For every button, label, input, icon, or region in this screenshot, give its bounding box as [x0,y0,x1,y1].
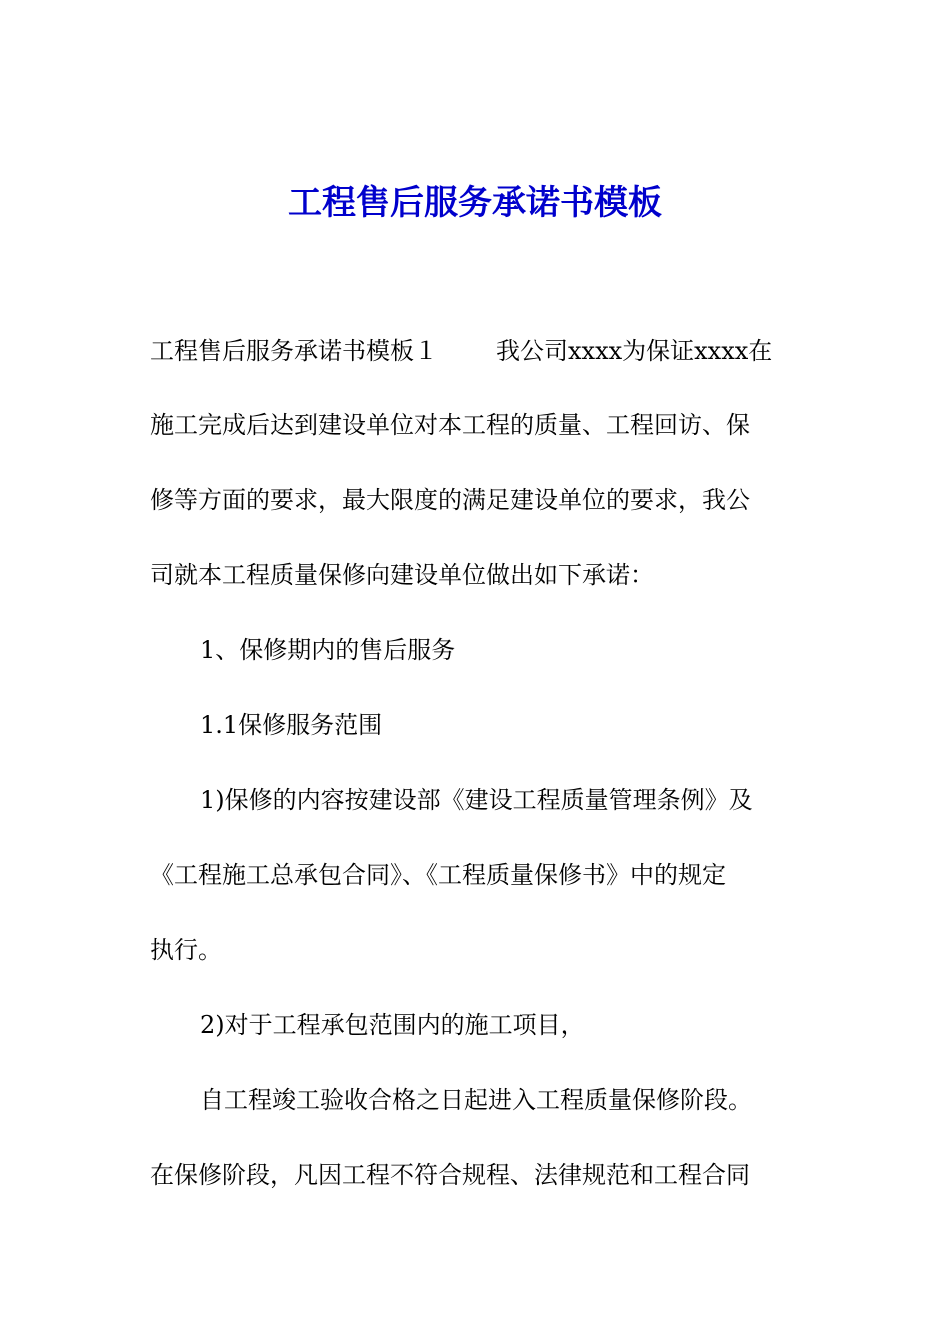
paragraph-line: 施工完成后达到建设单位对本工程的质量、工程回访、保 [150,411,750,439]
paragraph-text: 我公司xxxx为保证xxxx在 [496,337,773,365]
paragraph-line: 执行。 [150,936,222,964]
section-heading: 1、保修期内的售后服务 [200,636,456,664]
paragraph-line [150,331,810,371]
paragraph-line: 2)对于工程承包范围内的施工项目， [200,1011,585,1039]
document-title: 工程售后服务承诺书模板 [288,183,662,223]
section-heading-inline: 工程售后服务承诺书模板１ [150,337,438,365]
paragraph-line: 修等方面的要求，最大限度的满足建设单位的要求，我公 [150,486,750,514]
paragraph-line: 《工程施工总承包合同》、《工程质量保修书》中的规定 [150,861,726,889]
subsection-heading: 1.1保修服务范围 [200,711,383,739]
paragraph-line: 自工程竣工验收合格之日起进入工程质量保修阶段。 [200,1086,752,1114]
paragraph-line: 司就本工程质量保修向建设单位做出如下承诺： [150,561,654,589]
paragraph-line: 在保修阶段，凡因工程不符合规程、法律规范和工程合同 [150,1161,750,1189]
paragraph-line: 1)保修的内容按建设部《建设工程质量管理条例》及 [200,786,753,814]
